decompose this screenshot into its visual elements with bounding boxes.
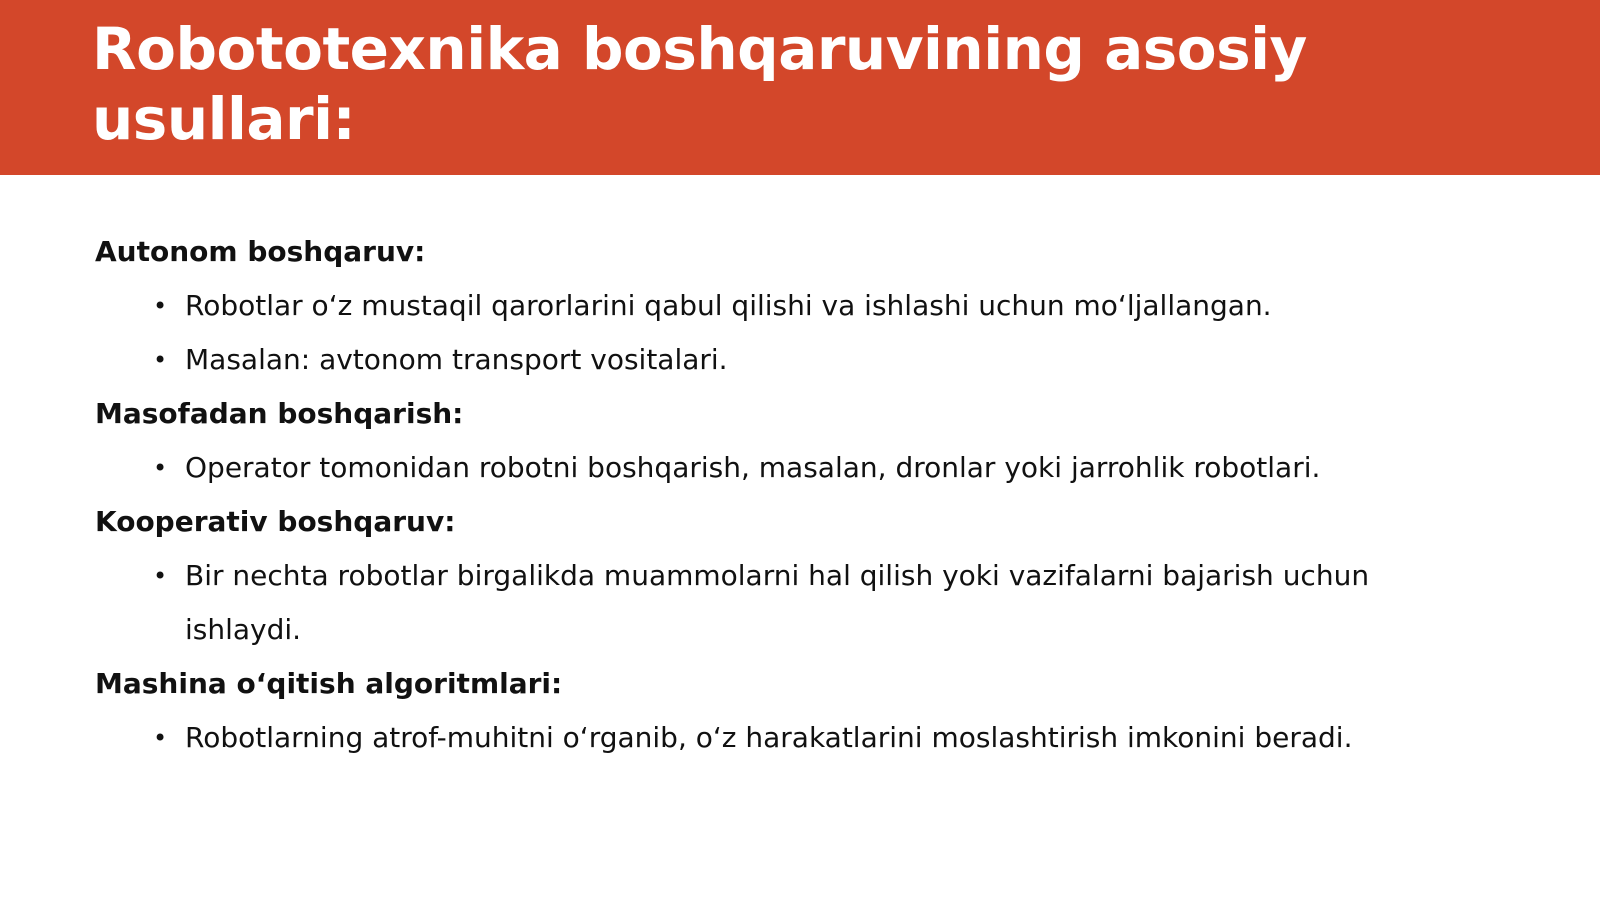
bullet-text: Operator tomonidan robotni boshqarish, masalan, dronlar yoki jarrohlik robotlari.	[185, 451, 1321, 484]
section-remote-control	[95, 387, 1495, 495]
slide-title: Robototexnika boshqaruvining asosiy usullari:	[92, 15, 1307, 153]
title-banner	[0, 0, 1600, 175]
bullet-list	[95, 441, 1495, 495]
bullet-text: Bir nechta robotlar birgalikda muammolarni hal qilish yoki vazifalarni bajarish uchun ishlaydi.	[185, 559, 1370, 646]
bullet-item	[95, 279, 1475, 333]
bullet-icon: •	[153, 562, 168, 590]
bullet-item	[95, 333, 1475, 387]
section-heading: Autonom boshqaruv:	[95, 235, 426, 268]
section-heading: Masofadan boshqarish:	[95, 397, 464, 430]
bullet-icon: •	[153, 724, 168, 752]
bullet-icon: •	[153, 454, 168, 482]
bullet-icon: •	[153, 292, 168, 320]
bullet-item	[95, 441, 1475, 495]
section-heading: Mashina o‘qitish algoritmlari:	[95, 667, 563, 700]
bullet-item	[95, 549, 1475, 657]
bullet-text: Robotlar o‘z mustaqil qarorlarini qabul qilishi va ishlashi uchun mo‘ljallangan.	[185, 289, 1272, 322]
bullet-text: Masalan: avtonom transport vositalari.	[185, 343, 728, 376]
bullet-item	[95, 711, 1475, 765]
bullet-list	[95, 711, 1495, 765]
section-cooperative-control	[95, 495, 1495, 657]
bullet-list	[95, 279, 1495, 387]
section-heading: Kooperativ boshqaruv:	[95, 505, 456, 538]
section-machine-learning	[95, 657, 1495, 765]
bullet-list	[95, 549, 1495, 657]
section-autonomous-control	[95, 225, 1495, 387]
bullet-icon: •	[153, 346, 168, 374]
slide-body	[95, 225, 1495, 765]
bullet-text: Robotlarning atrof-muhitni o‘rganib, o‘z harakatlarini moslashtirish imkonini beradi.	[185, 721, 1353, 754]
